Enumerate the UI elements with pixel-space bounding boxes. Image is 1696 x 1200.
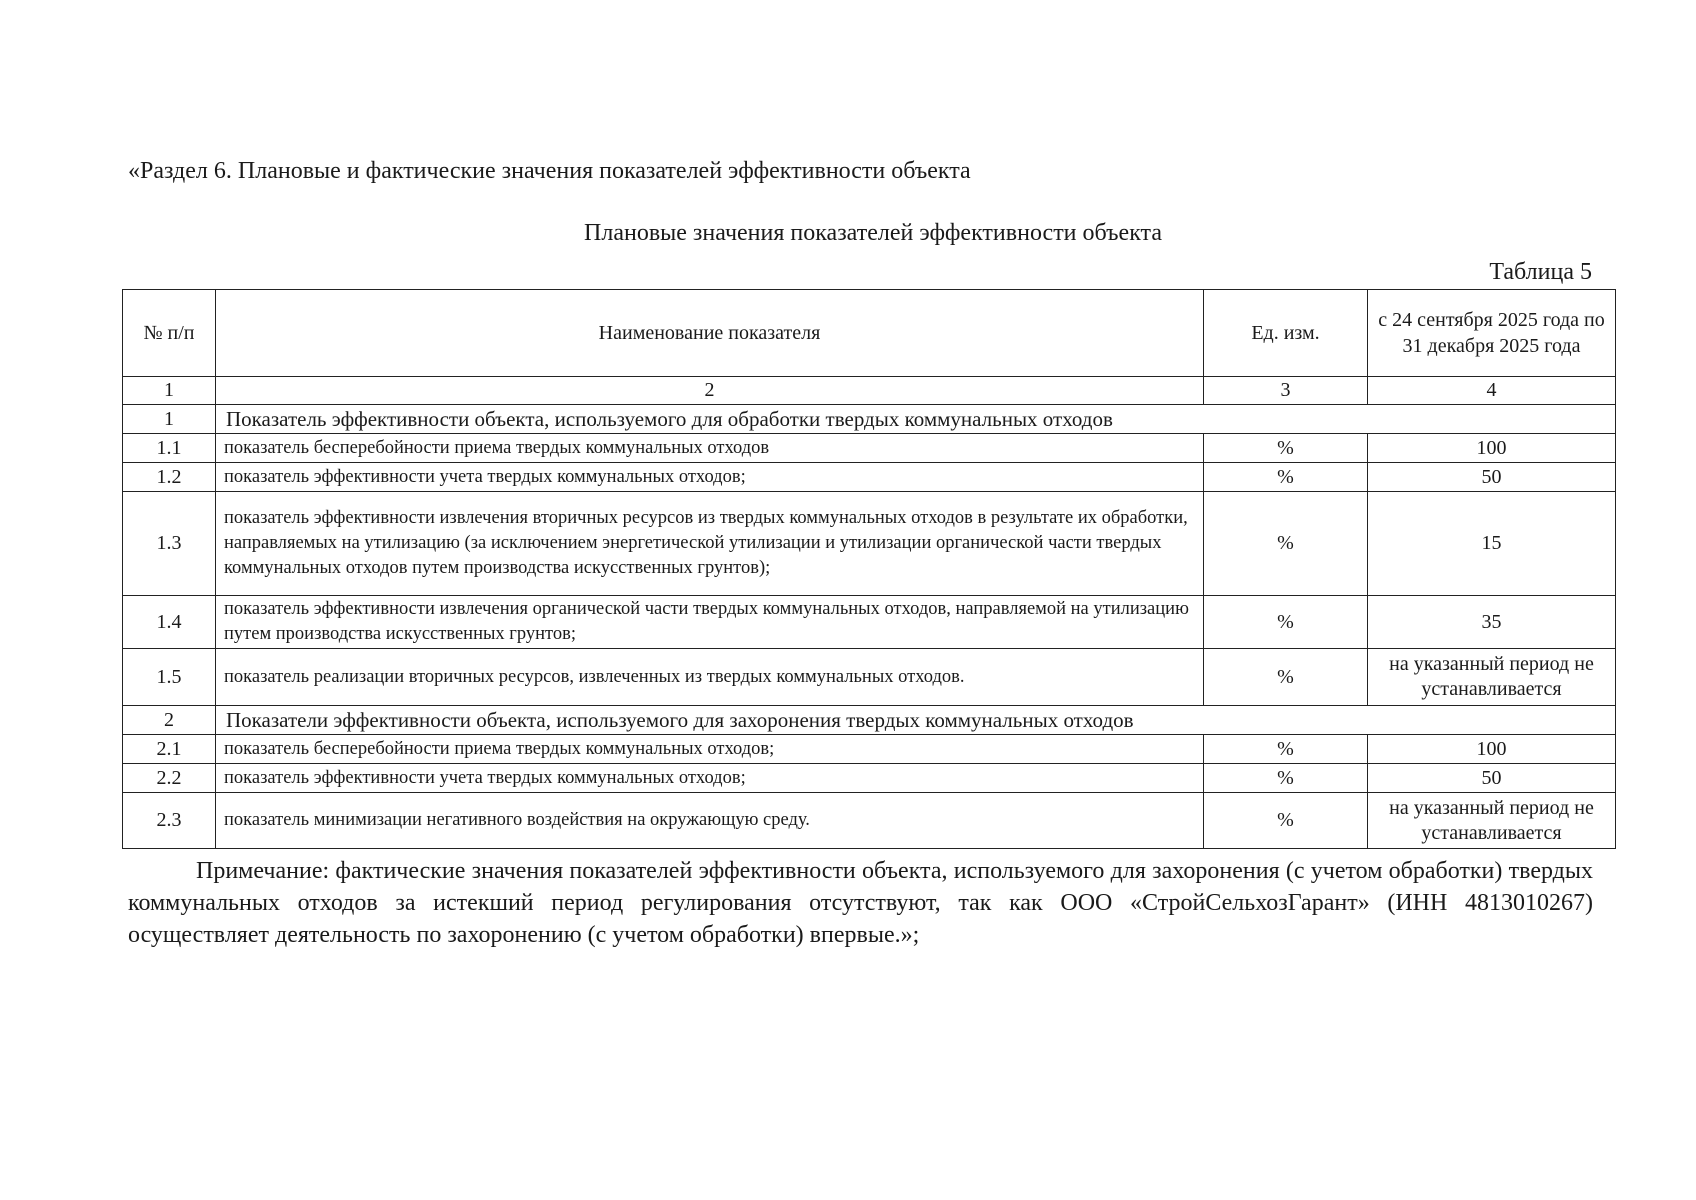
group-title: Показатель эффективности объекта, используемого для обработки твердых коммунальных отходов xyxy=(216,405,1616,434)
table-row xyxy=(123,596,1616,649)
column-numbers-row xyxy=(123,377,1616,405)
table-header-row xyxy=(123,290,1616,377)
row-unit: % xyxy=(1204,735,1368,764)
row-num: 2.2 xyxy=(123,764,216,793)
column-number: 4 xyxy=(1368,377,1616,405)
table-row xyxy=(123,492,1616,596)
row-value: 100 xyxy=(1368,434,1616,463)
row-name: показатель эффективности извлечения органической части твердых коммунальных отходов, направляемой на утилизацию путем производства искусственных грунтов; xyxy=(216,596,1204,649)
note-paragraph: Примечание: фактические значения показателей эффективности объекта, используемого для захоронения (с учетом обработки) твердых коммунальных отходов за истекший период регулирования отсутствуют, так как ООО «СтройСельхозГарант» (ИНН 4813010267) осуществляет деятельность по захоронению (с учетом обработки) впервые.»; xyxy=(128,858,1593,948)
header-num: № п/п xyxy=(123,290,216,377)
row-value: 100 xyxy=(1368,735,1616,764)
table-row xyxy=(123,434,1616,463)
row-value: на указанный период не устанавливается xyxy=(1368,649,1616,706)
row-unit: % xyxy=(1204,649,1368,706)
row-num: 1.2 xyxy=(123,463,216,492)
table-row xyxy=(123,463,1616,492)
table-row xyxy=(123,735,1616,764)
row-num: 1.5 xyxy=(123,649,216,706)
row-unit: % xyxy=(1204,764,1368,793)
row-name: показатель реализации вторичных ресурсов, извлеченных из твердых коммунальных отходов. xyxy=(216,649,1204,706)
table-row xyxy=(123,764,1616,793)
row-name: показатель бесперебойности приема твердых коммунальных отходов xyxy=(216,434,1204,463)
row-unit: % xyxy=(1204,463,1368,492)
table-subtitle: Плановые значения показателей эффективности объекта xyxy=(584,220,1162,246)
header-unit: Ед. изм. xyxy=(1204,290,1368,377)
group-num: 2 xyxy=(123,706,216,735)
group-title: Показатели эффективности объекта, используемого для захоронения твердых коммунальных отходов xyxy=(216,706,1616,735)
header-period: с 24 сентября 2025 года по 31 декабря 2025 года xyxy=(1368,290,1616,377)
group-row xyxy=(123,706,1616,735)
header-name: Наименование показателя xyxy=(216,290,1204,377)
row-name: показатель минимизации негативного воздействия на окружающую среду. xyxy=(216,793,1204,849)
table-row xyxy=(123,649,1616,706)
row-name: показатель бесперебойности приема твердых коммунальных отходов; xyxy=(216,735,1204,764)
row-unit: % xyxy=(1204,596,1368,649)
indicators-table xyxy=(122,289,1616,849)
row-num: 2.3 xyxy=(123,793,216,849)
group-num: 1 xyxy=(123,405,216,434)
row-value: 50 xyxy=(1368,463,1616,492)
row-num: 1.1 xyxy=(123,434,216,463)
row-num: 1.4 xyxy=(123,596,216,649)
row-value: 15 xyxy=(1368,492,1616,596)
table-row xyxy=(123,793,1616,849)
row-unit: % xyxy=(1204,434,1368,463)
table-caption: Таблица 5 xyxy=(1489,259,1592,285)
column-number: 1 xyxy=(123,377,216,405)
row-name: показатель эффективности учета твердых коммунальных отходов; xyxy=(216,764,1204,793)
group-row xyxy=(123,405,1616,434)
row-name: показатель эффективности учета твердых коммунальных отходов; xyxy=(216,463,1204,492)
row-value: 50 xyxy=(1368,764,1616,793)
row-num: 2.1 xyxy=(123,735,216,764)
section-title: «Раздел 6. Плановые и фактические значения показателей эффективности объекта xyxy=(128,158,971,184)
row-unit: % xyxy=(1204,793,1368,849)
row-num: 1.3 xyxy=(123,492,216,596)
column-number: 2 xyxy=(216,377,1204,405)
row-value: 35 xyxy=(1368,596,1616,649)
row-unit: % xyxy=(1204,492,1368,596)
column-number: 3 xyxy=(1204,377,1368,405)
row-name: показатель эффективности извлечения вторичных ресурсов из твердых коммунальных отходов в результате их обработки, направляемых на утилизацию (за исключением энергетической утилизации и утилизации органической части твердых коммунальных отходов путем производства искусственных грунтов); xyxy=(216,492,1204,596)
row-value: на указанный период не устанавливается xyxy=(1368,793,1616,849)
